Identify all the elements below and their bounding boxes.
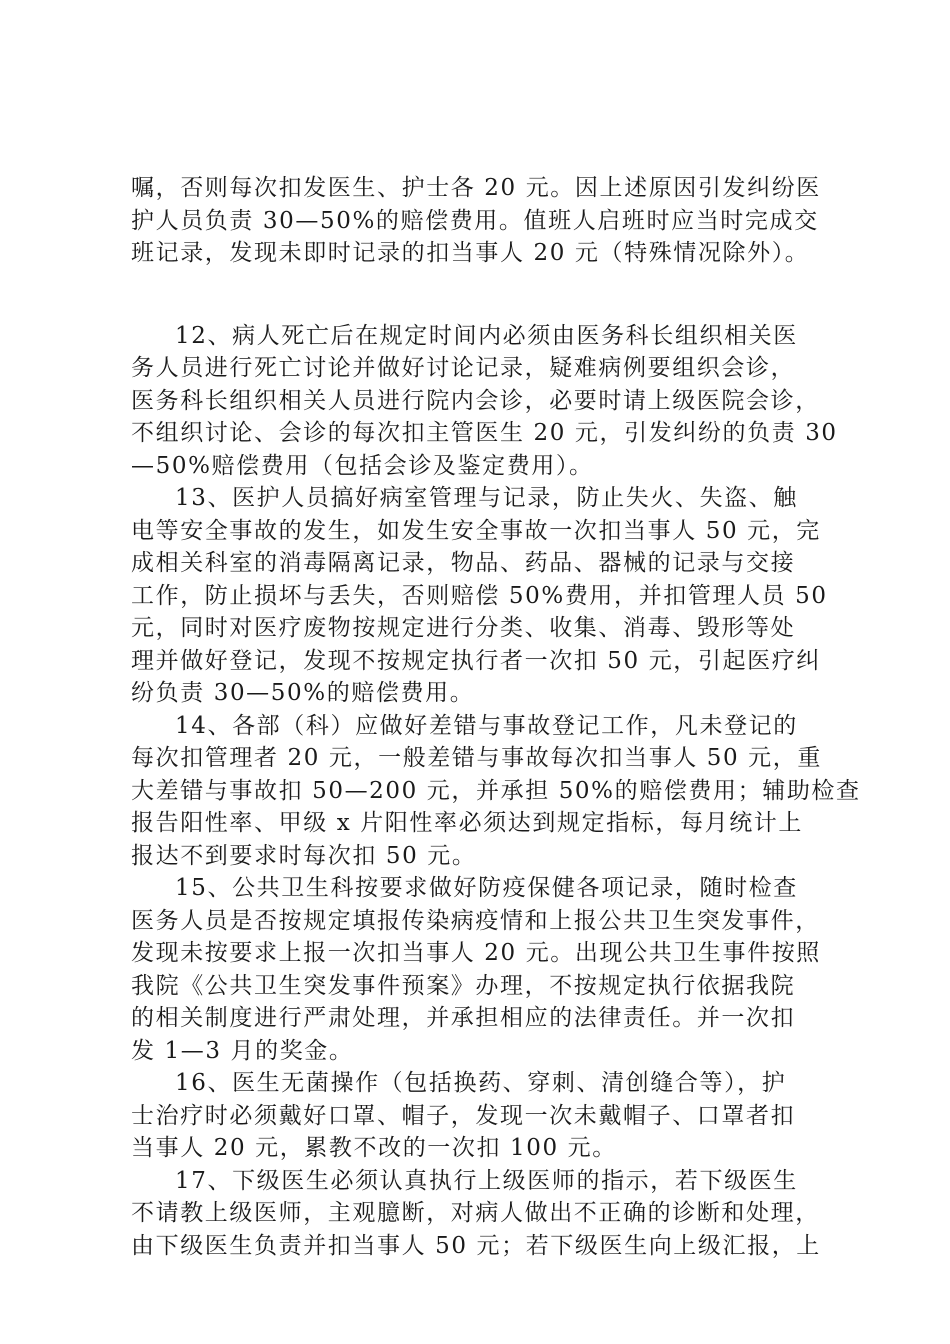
text-line: 医务科长组织相关人员进行院内会诊，必要时请上级医院会诊，: [131, 387, 820, 414]
text-line: 的相关制度进行严肃处理，并承担相应的法律责任。并一次扣: [131, 1005, 796, 1031]
text-line: 15、公共卫生科按要求做好防疫保健各项记录，随时检查: [175, 875, 798, 901]
text-line: 发 1—3 月的奖金。: [131, 1037, 354, 1064]
text-line: 每次扣管理者 20 元，一般差错与事故每次扣当事人 50 元，重: [131, 745, 822, 771]
text-line: 士治疗时必须戴好口罩、帽子，发现一次未戴帽子、口罩者扣: [131, 1102, 796, 1129]
text-line: 当事人 20 元，累教不改的一次扣 100 元。: [131, 1135, 617, 1161]
text-line: 务人员进行死亡讨论并做好讨论记录，疑难病例要组织会诊，: [131, 355, 796, 381]
text-line: —50%赔偿费用（包括会诊及鉴定费用）。: [131, 452, 594, 479]
text-line: 不请教上级医师，主观臆断，对病人做出不正确的诊断和处理，: [131, 1200, 820, 1226]
paragraph-item-16: [131, 1067, 831, 1165]
text-line: 电等安全事故的发生，如发生安全事故一次扣当事人 50 元，完: [131, 517, 821, 544]
text-line: 13、医护人员搞好病室管理与记录，防止失火、失盗、触: [175, 485, 798, 511]
text-line: 大差错与事故扣 50—200 元，并承担 50%的赔偿费用；辅助检查: [131, 777, 861, 804]
text-line: 纷负责 30—50%的赔偿费用。: [131, 680, 475, 706]
paragraph-spacer: [131, 270, 831, 320]
paragraph-item-17: [131, 1165, 831, 1263]
text-line: 班记录，发现未即时记录的扣当事人 20 元（特殊情况除外）。: [131, 240, 810, 266]
text-line: 不组织讨论、会诊的每次扣主管医生 20 元，引发纠纷的负责 30: [131, 420, 838, 446]
text-line: 17、下级医生必须认真执行上级医师的指示，若下级医生: [175, 1167, 798, 1194]
text-line: 护人员负责 30—50%的赔偿费用。值班人启班时应当时完成交: [131, 207, 819, 234]
text-line: 报告阳性率、甲级 x 片阳性率必须达到规定指标，每月统计上: [131, 810, 803, 836]
text-line: 由下级医生负责并扣当事人 50 元；若下级医生向上级汇报，上: [131, 1232, 821, 1259]
text-line: 医务人员是否按规定填报传染病疫情和上报公共卫生突发事件，: [131, 907, 820, 934]
text-line: 报达不到要求时每次扣 50 元。: [131, 842, 477, 869]
text-line: 嘱，否则每次扣发医生、护士各 20 元。因上述原因引发纠纷医: [131, 175, 821, 201]
text-line: 理并做好登记，发现不按规定执行者一次扣 50 元，引起医疗纠: [131, 647, 821, 674]
text-line: 16、医生无菌操作（包括换药、穿刺、清创缝合等），护: [175, 1070, 787, 1096]
text-line: 元，同时对医疗废物按规定进行分类、收集、消毒、毁形等处: [131, 615, 796, 641]
paragraph-item-15: [131, 872, 831, 1067]
text-line: 成相关科室的消毒隔离记录，物品、药品、器械的记录与交接: [131, 550, 796, 576]
text-line: 我院《公共卫生突发事件预案》办理，不按规定执行依据我院: [131, 972, 796, 999]
text-line: 14、各部（科）应做好差错与事故登记工作，凡未登记的: [175, 712, 798, 739]
text-line: 工作，防止损坏与丢失，否则赔偿 50%费用，并扣管理人员 50: [131, 582, 828, 609]
text-line: 12、病人死亡后在规定时间内必须由医务科长组织相关医: [175, 322, 798, 349]
text-line: 发现未按要求上报一次扣当事人 20 元。出现公共卫生事件按照: [131, 940, 821, 966]
paragraph-continued: [131, 172, 831, 270]
document-body: [131, 172, 861, 1262]
paragraph-item-12: [131, 320, 838, 483]
paragraph-item-14: [131, 710, 861, 873]
paragraph-item-13: [131, 482, 831, 710]
